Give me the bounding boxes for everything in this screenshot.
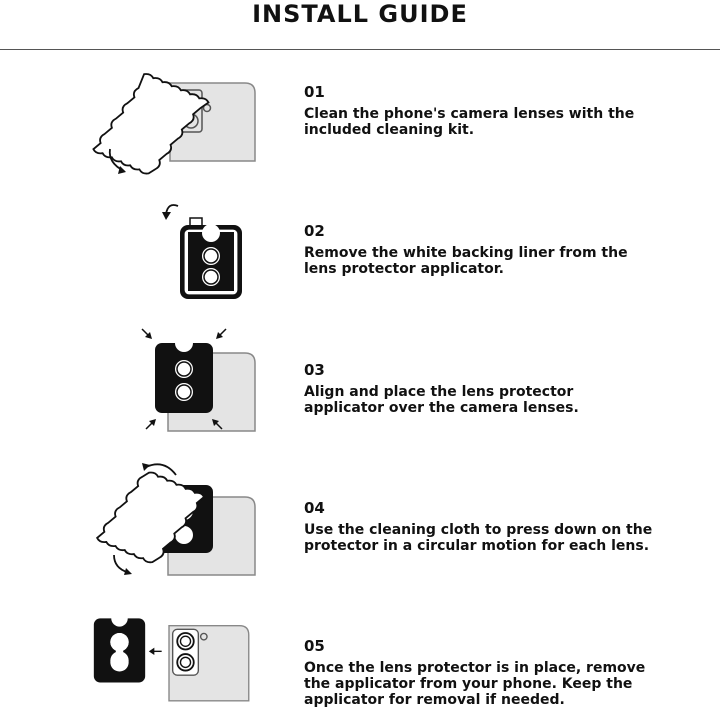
step-2-text-wrap bbox=[304, 245, 704, 277]
step-5-number: 05 bbox=[304, 637, 325, 655]
step-3-text-wrap bbox=[304, 384, 704, 416]
page-title: INSTALL GUIDE bbox=[252, 0, 468, 28]
step-3-text: Align and place the lens protector applicator over the camera lenses. bbox=[304, 384, 579, 416]
step-4-illustration bbox=[80, 455, 280, 575]
step-1-text bbox=[304, 106, 704, 138]
header-divider bbox=[0, 49, 720, 50]
step-4-text: Use the cleaning cloth to press down on the protector in a circular motion for each lens. bbox=[304, 522, 653, 554]
step-2-text: Remove the white backing liner from the lens protector applicator. bbox=[304, 245, 628, 277]
step-2-illustration bbox=[80, 200, 280, 320]
step-5-text-wrap bbox=[304, 660, 704, 708]
step-3-illustration bbox=[80, 325, 280, 445]
step-4-text-wrap bbox=[304, 522, 704, 554]
step-5-text: Once the lens protector is in place, remove the applicator from your phone. Keep the applicator for removal if needed. bbox=[304, 660, 646, 708]
step-2-number: 02 bbox=[304, 222, 325, 240]
step-1-number: 01 bbox=[304, 83, 325, 101]
step-3-number: 03 bbox=[304, 361, 325, 379]
step-5-illustration bbox=[80, 600, 280, 710]
step-4-number: 04 bbox=[304, 499, 325, 517]
step-1-text: Clean the phone's camera lenses with the included cleaning kit. bbox=[304, 106, 635, 138]
step-1-illustration bbox=[80, 75, 280, 195]
